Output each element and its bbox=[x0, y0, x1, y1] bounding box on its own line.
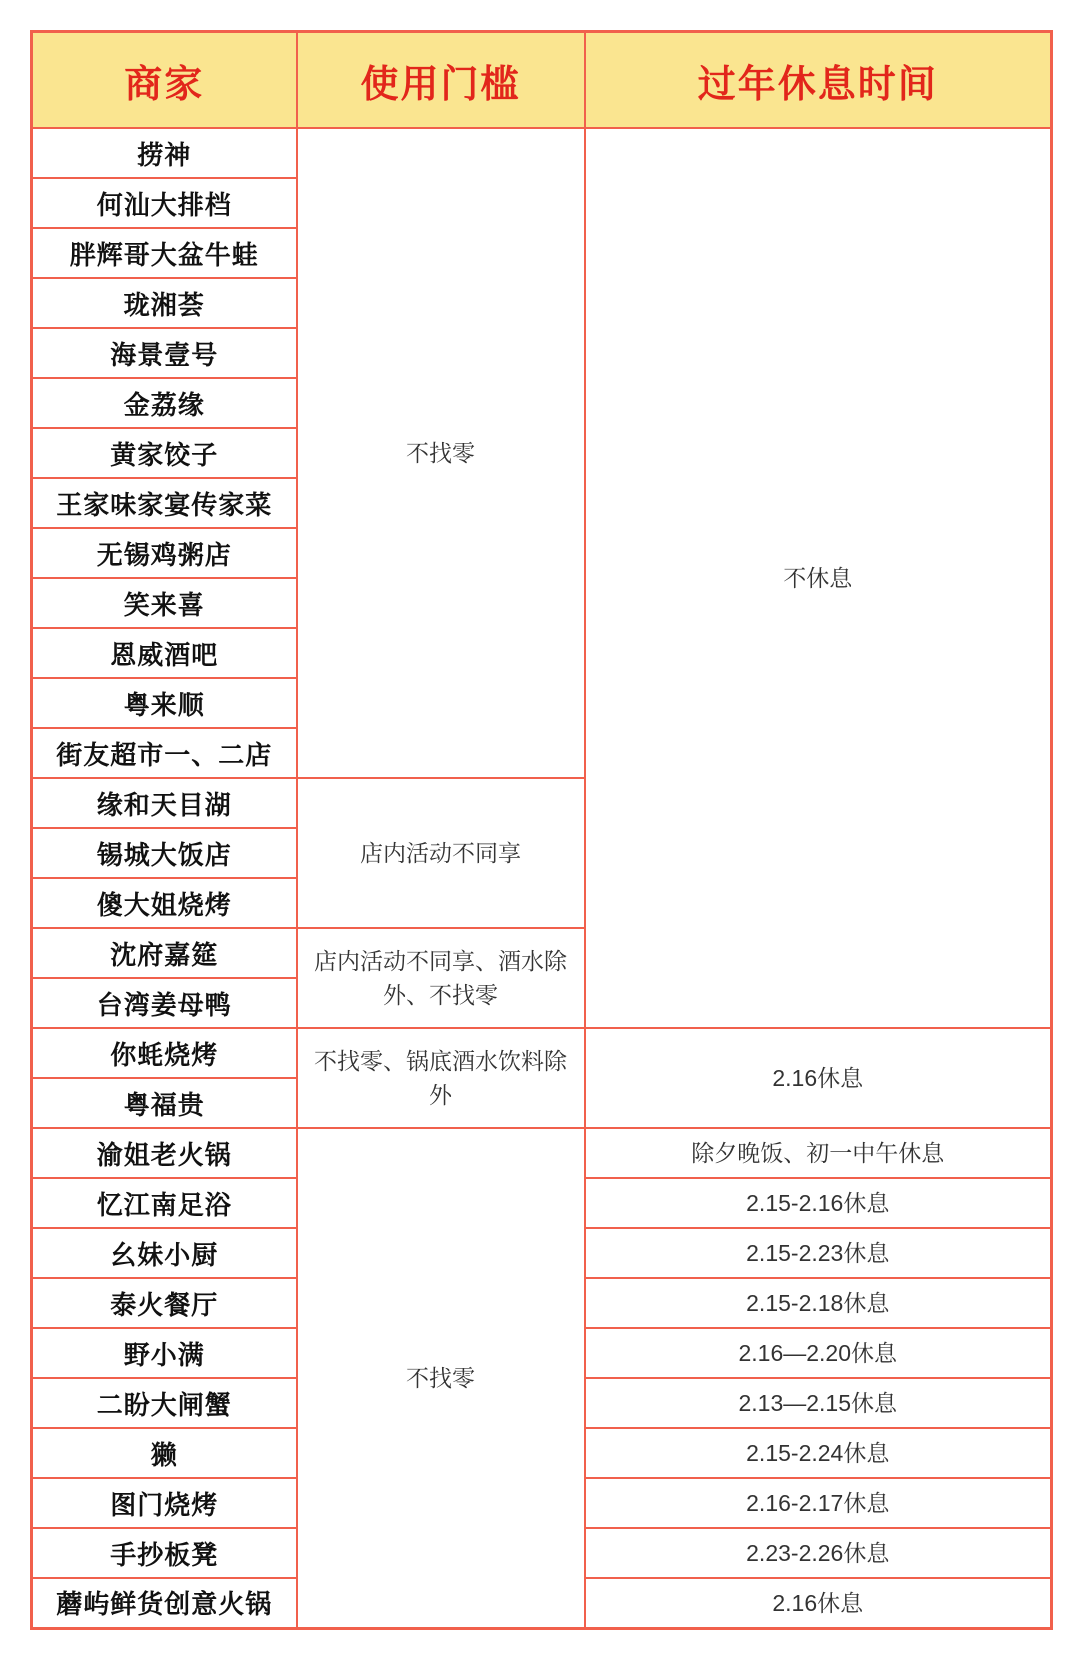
merchant-cell: 手抄板凳 bbox=[32, 1528, 297, 1578]
merchant-cell: 锡城大饭店 bbox=[32, 828, 297, 878]
merchant-holiday-table bbox=[30, 30, 1053, 1630]
merchant-cell: 蘑屿鲜货创意火锅 bbox=[32, 1578, 297, 1628]
threshold-cell: 不找零、锅底酒水饮料除外 bbox=[297, 1028, 585, 1128]
merchant-cell: 胖辉哥大盆牛蛙 bbox=[32, 228, 297, 278]
column-header-rest-time: 过年休息时间 bbox=[585, 32, 1052, 129]
rest-time-cell: 2.15-2.18休息 bbox=[585, 1278, 1052, 1328]
merchant-cell: 你蚝烧烤 bbox=[32, 1028, 297, 1078]
rest-time-cell: 除夕晚饭、初一中午休息 bbox=[585, 1128, 1052, 1178]
merchant-cell: 笑来喜 bbox=[32, 578, 297, 628]
table-row bbox=[32, 1028, 1052, 1078]
rest-time-cell: 2.23-2.26休息 bbox=[585, 1528, 1052, 1578]
rest-time-cell: 2.16休息 bbox=[585, 1028, 1052, 1128]
rest-time-cell: 2.16—2.20休息 bbox=[585, 1328, 1052, 1378]
merchant-cell: 台湾姜母鸭 bbox=[32, 978, 297, 1028]
merchant-cell: 无锡鸡粥店 bbox=[32, 528, 297, 578]
threshold-cell: 店内活动不同享 bbox=[297, 778, 585, 928]
merchant-cell: 泰火餐厅 bbox=[32, 1278, 297, 1328]
rest-time-cell: 2.16休息 bbox=[585, 1578, 1052, 1628]
rest-time-cell: 2.16-2.17休息 bbox=[585, 1478, 1052, 1528]
rest-time-cell: 不休息 bbox=[585, 128, 1052, 1028]
merchant-cell: 沈府嘉筵 bbox=[32, 928, 297, 978]
merchant-cell: 王家味家宴传家菜 bbox=[32, 478, 297, 528]
merchant-cell: 渝姐老火锅 bbox=[32, 1128, 297, 1178]
merchant-cell: 缘和天目湖 bbox=[32, 778, 297, 828]
column-header-threshold: 使用门槛 bbox=[297, 32, 585, 129]
merchant-cell: 恩威酒吧 bbox=[32, 628, 297, 678]
merchant-cell: 幺妹小厨 bbox=[32, 1228, 297, 1278]
threshold-cell: 店内活动不同享、酒水除外、不找零 bbox=[297, 928, 585, 1028]
table-row bbox=[32, 128, 1052, 178]
rest-time-cell: 2.15-2.24休息 bbox=[585, 1428, 1052, 1478]
merchant-cell: 二盼大闸蟹 bbox=[32, 1378, 297, 1428]
rest-time-cell: 2.13—2.15休息 bbox=[585, 1378, 1052, 1428]
merchant-cell: 捞神 bbox=[32, 128, 297, 178]
threshold-cell: 不找零 bbox=[297, 1128, 585, 1628]
merchant-cell: 粤福贵 bbox=[32, 1078, 297, 1128]
merchant-cell: 黄家饺子 bbox=[32, 428, 297, 478]
merchant-cell: 忆江南足浴 bbox=[32, 1178, 297, 1228]
rest-time-cell: 2.15-2.16休息 bbox=[585, 1178, 1052, 1228]
header-row bbox=[32, 32, 1052, 129]
table-body bbox=[32, 128, 1052, 1628]
merchant-cell: 街友超市一、二店 bbox=[32, 728, 297, 778]
merchant-cell: 粤来顺 bbox=[32, 678, 297, 728]
merchant-cell: 海景壹号 bbox=[32, 328, 297, 378]
merchant-cell: 獭 bbox=[32, 1428, 297, 1478]
merchant-cell: 何汕大排档 bbox=[32, 178, 297, 228]
merchant-cell: 野小满 bbox=[32, 1328, 297, 1378]
table-row bbox=[32, 1128, 1052, 1178]
threshold-cell: 不找零 bbox=[297, 128, 585, 778]
rest-time-cell: 2.15-2.23休息 bbox=[585, 1228, 1052, 1278]
column-header-merchant: 商家 bbox=[32, 32, 297, 129]
merchant-cell: 傻大姐烧烤 bbox=[32, 878, 297, 928]
merchant-cell: 金荔缘 bbox=[32, 378, 297, 428]
merchant-cell: 图门烧烤 bbox=[32, 1478, 297, 1528]
merchant-cell: 珑湘荟 bbox=[32, 278, 297, 328]
table-header bbox=[32, 32, 1052, 129]
